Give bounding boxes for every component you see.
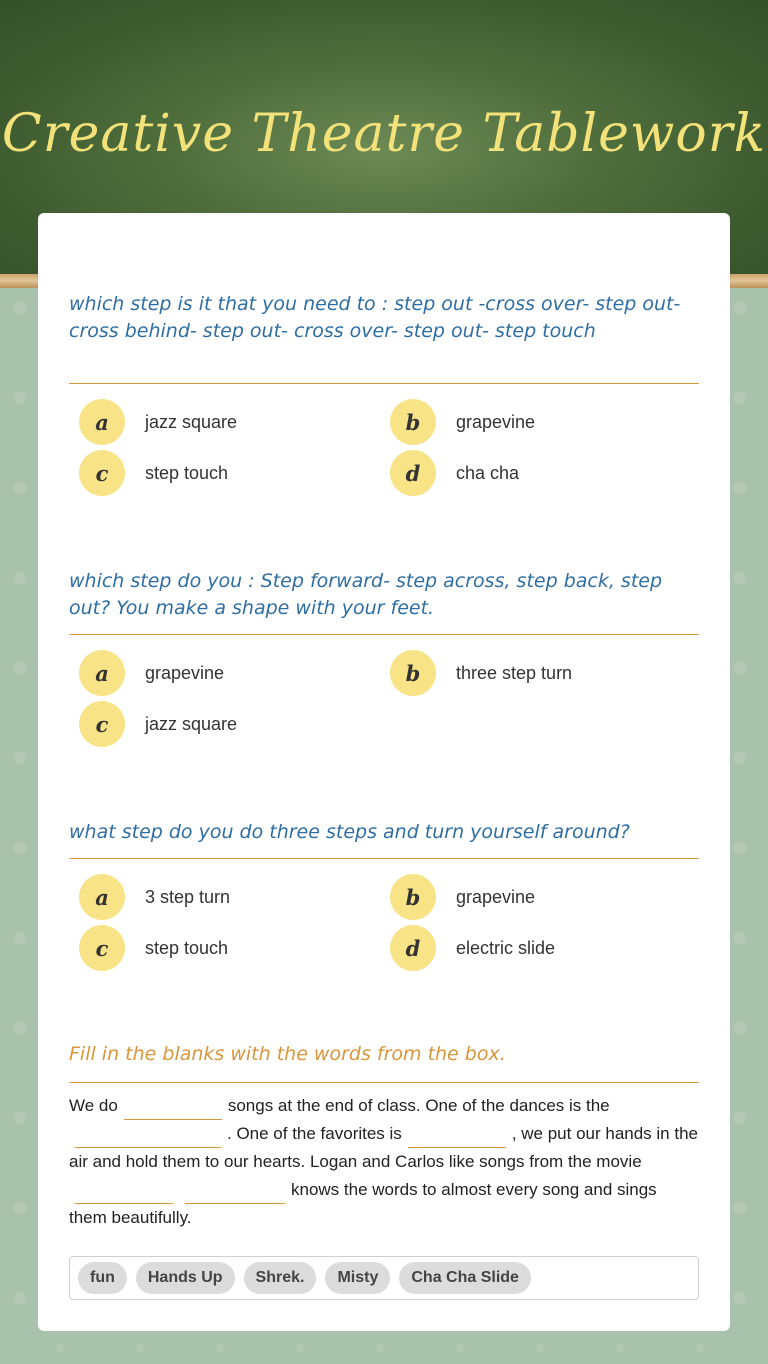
option-letter-badge: d — [390, 450, 436, 496]
q3-option-b[interactable] — [390, 874, 535, 920]
word-chip[interactable]: Misty — [325, 1262, 390, 1294]
option-letter-badge: b — [390, 650, 436, 696]
q1-option-c[interactable] — [79, 450, 228, 496]
option-label: grapevine — [456, 411, 536, 432]
question-3-divider — [69, 858, 699, 859]
blank-input-4[interactable] — [75, 1182, 173, 1204]
fill-in-divider — [69, 1082, 699, 1083]
q3-option-c[interactable] — [79, 925, 228, 971]
paragraph-text: songs at the end of class. One of the dances is the — [227, 1096, 610, 1115]
option-letter-badge: a — [79, 399, 125, 445]
blank-input-5[interactable] — [185, 1182, 285, 1204]
question-1-text: which step is it that you need to : step out -cross over- step out- cross behind- step out- cross over- step out- step touch — [69, 293, 681, 342]
word-chip[interactable]: fun — [78, 1262, 127, 1294]
option-letter-badge: b — [390, 399, 436, 445]
option-label: electric slide — [456, 937, 556, 958]
q2-option-a[interactable] — [79, 650, 224, 696]
option-letter-badge: a — [79, 874, 125, 920]
question-2-divider — [69, 634, 699, 635]
word-bank — [69, 1256, 699, 1300]
blank-input-1[interactable] — [124, 1098, 222, 1120]
option-letter-badge: b — [390, 874, 436, 920]
q1-option-d[interactable] — [390, 450, 519, 496]
paragraph-text: , we put our hands in the air and hold them to our hearts. Logan and Carlos like songs from the movie — [69, 1124, 698, 1171]
option-label: grapevine — [456, 886, 536, 907]
question-2-text: which step do you : Step forward- step across, step back, step out? You make a shape with your feet. — [69, 570, 663, 619]
option-label: step touch — [145, 937, 229, 958]
q2-option-c[interactable] — [79, 701, 237, 747]
option-label: jazz square — [145, 713, 238, 734]
worksheet-card — [38, 213, 730, 1331]
option-label: three step turn — [456, 662, 573, 683]
question-3-text: what step do you do three steps and turn yourself around? — [69, 821, 630, 843]
fill-in-paragraph — [69, 1092, 699, 1232]
q2-option-b[interactable] — [390, 650, 572, 696]
word-chip[interactable]: Cha Cha Slide — [399, 1262, 531, 1294]
paragraph-text: . One of the favorites is — [227, 1124, 402, 1143]
option-letter-badge: c — [79, 925, 125, 971]
option-label: grapevine — [145, 662, 225, 683]
blank-input-3[interactable] — [408, 1126, 506, 1148]
option-label: jazz square — [145, 411, 238, 432]
q3-option-d[interactable] — [390, 925, 555, 971]
word-chip[interactable]: Hands Up — [136, 1262, 235, 1294]
option-letter-badge: c — [79, 450, 125, 496]
word-chip[interactable]: Shrek. — [244, 1262, 317, 1294]
q1-option-a[interactable] — [79, 399, 237, 445]
option-label: cha cha — [456, 462, 520, 483]
paragraph-text: knows the words to almost every song and sings them beautifully. — [69, 1180, 657, 1227]
option-label: 3 step turn — [145, 886, 231, 907]
question-1-divider — [69, 383, 699, 384]
option-letter-badge: a — [79, 650, 125, 696]
option-letter-badge: c — [79, 701, 125, 747]
fill-in-heading: Fill in the blanks with the words from the box. — [69, 1043, 506, 1065]
q1-option-b[interactable] — [390, 399, 535, 445]
option-label: step touch — [145, 462, 229, 483]
page-title: Creative Theatre Tablework — [1, 104, 767, 164]
option-letter-badge: d — [390, 925, 436, 971]
blank-input-2[interactable] — [75, 1126, 221, 1148]
paragraph-text: We do — [69, 1096, 118, 1115]
q3-option-a[interactable] — [79, 874, 230, 920]
